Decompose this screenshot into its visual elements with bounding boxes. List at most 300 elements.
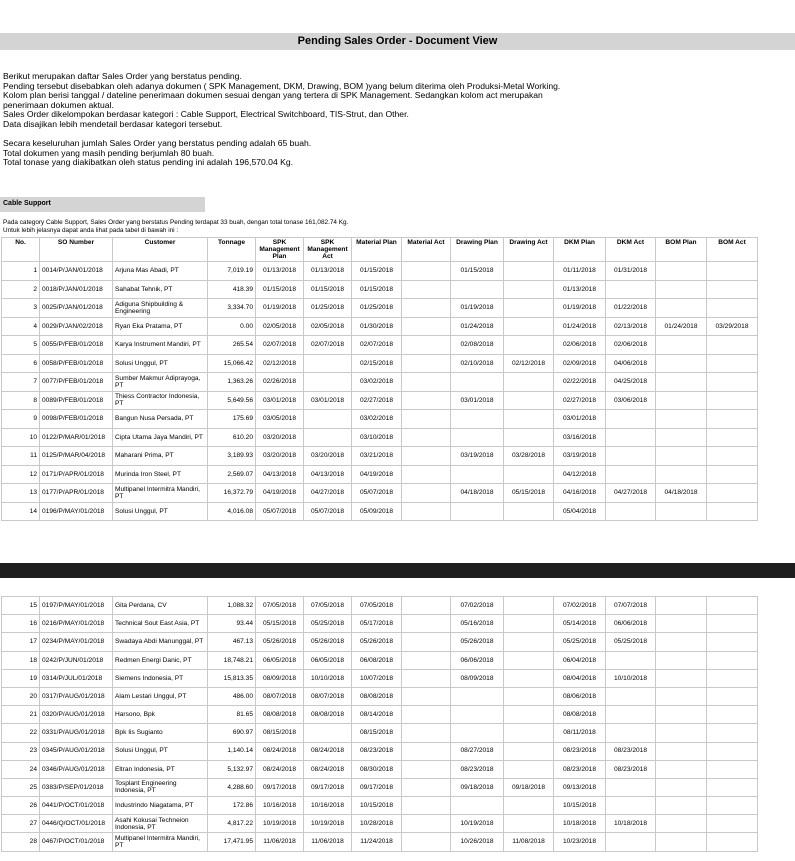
cell-drawing-plan: 02/08/2018 bbox=[451, 336, 504, 355]
intro-line: Berikut merupakan daftar Sales Order yang berstatus pending. bbox=[3, 71, 242, 81]
cell-drawing-act bbox=[504, 391, 554, 410]
cell-material-plan: 05/09/2018 bbox=[352, 502, 402, 521]
page-break-band bbox=[0, 563, 795, 578]
cell-dkm-plan: 01/11/2018 bbox=[554, 262, 606, 281]
cell-spk-act: 02/05/2018 bbox=[304, 317, 352, 336]
cell-bom-plan bbox=[656, 778, 707, 796]
cell-material-act bbox=[402, 484, 451, 503]
cell-bom-act bbox=[707, 651, 758, 669]
column-header: Material Act bbox=[402, 238, 451, 262]
cell-customer: Adiguna Shipbuilding & Engineering bbox=[113, 299, 208, 318]
cell-bom-plan bbox=[656, 760, 707, 778]
cell-spk-act: 08/24/2018 bbox=[304, 760, 352, 778]
cell-dkm-act bbox=[606, 280, 656, 299]
column-header: Tonnage bbox=[208, 238, 256, 262]
cell-bom-act bbox=[707, 447, 758, 466]
cell-tonnage: 7,019.19 bbox=[208, 262, 256, 281]
cell-bom-plan: 01/24/2018 bbox=[656, 317, 707, 336]
cell-row-no: 9 bbox=[2, 410, 40, 429]
cell-dkm-plan: 07/02/2018 bbox=[554, 597, 606, 615]
table-row bbox=[2, 299, 758, 318]
cell-material-act bbox=[402, 354, 451, 373]
cell-bom-act bbox=[707, 669, 758, 687]
cell-spk-plan: 01/15/2018 bbox=[256, 280, 304, 299]
cell-so-number: 0055/P/FEB/01/2018 bbox=[40, 336, 113, 355]
cell-drawing-plan bbox=[451, 724, 504, 742]
cell-customer: Arjuna Mas Abadi, PT bbox=[113, 262, 208, 281]
cell-spk-act: 03/01/2018 bbox=[304, 391, 352, 410]
cell-row-no: 3 bbox=[2, 299, 40, 318]
cell-dkm-act: 03/06/2018 bbox=[606, 391, 656, 410]
cell-drawing-act bbox=[504, 760, 554, 778]
cell-spk-plan: 01/19/2018 bbox=[256, 299, 304, 318]
cell-material-plan: 03/21/2018 bbox=[352, 447, 402, 466]
cell-tonnage: 4,288.60 bbox=[208, 778, 256, 796]
cell-material-plan: 08/14/2018 bbox=[352, 706, 402, 724]
cell-tonnage: 265.54 bbox=[208, 336, 256, 355]
cell-so-number: 0441/P/OCT/01/2018 bbox=[40, 797, 113, 815]
cell-bom-act bbox=[707, 706, 758, 724]
cell-row-no: 14 bbox=[2, 502, 40, 521]
cell-spk-act: 01/15/2018 bbox=[304, 280, 352, 299]
cell-spk-act bbox=[304, 428, 352, 447]
column-header: No. bbox=[2, 238, 40, 262]
cell-tonnage: 175.69 bbox=[208, 410, 256, 429]
cell-material-plan: 05/17/2018 bbox=[352, 615, 402, 633]
cell-drawing-plan: 07/02/2018 bbox=[451, 597, 504, 615]
column-header: Drawing Act bbox=[504, 238, 554, 262]
cell-spk-act bbox=[304, 410, 352, 429]
cell-drawing-plan: 01/24/2018 bbox=[451, 317, 504, 336]
cell-drawing-plan: 06/06/2018 bbox=[451, 651, 504, 669]
cell-drawing-plan bbox=[451, 428, 504, 447]
cell-customer: Solusi Unggul, PT bbox=[113, 742, 208, 760]
cell-dkm-act bbox=[606, 502, 656, 521]
cell-bom-plan bbox=[656, 336, 707, 355]
cell-spk-plan: 04/13/2018 bbox=[256, 465, 304, 484]
cell-drawing-plan: 08/09/2018 bbox=[451, 669, 504, 687]
table-row bbox=[2, 597, 758, 615]
cell-dkm-act bbox=[606, 687, 656, 705]
cell-drawing-act bbox=[504, 317, 554, 336]
cell-customer: Alam Lestari Unggul, PT bbox=[113, 687, 208, 705]
cell-row-no: 7 bbox=[2, 373, 40, 392]
cell-spk-act: 02/07/2018 bbox=[304, 336, 352, 355]
cell-material-plan: 08/23/2018 bbox=[352, 742, 402, 760]
cell-customer: Karya Instrument Mandiri, PT bbox=[113, 336, 208, 355]
table-row bbox=[2, 465, 758, 484]
table-row bbox=[2, 447, 758, 466]
cell-material-act bbox=[402, 833, 451, 851]
cell-dkm-act: 04/27/2018 bbox=[606, 484, 656, 503]
cell-dkm-act: 07/07/2018 bbox=[606, 597, 656, 615]
cell-drawing-act bbox=[504, 465, 554, 484]
table-row bbox=[2, 615, 758, 633]
cell-customer: Murinda Iron Steel, PT bbox=[113, 465, 208, 484]
cell-dkm-act: 05/25/2018 bbox=[606, 633, 656, 651]
cell-bom-plan bbox=[656, 706, 707, 724]
cell-bom-plan bbox=[656, 687, 707, 705]
cell-drawing-plan bbox=[451, 410, 504, 429]
intro-line: Pending tersebut disebabkan oleh adanya dokumen ( SPK Management, DKM, Drawing, BOM )yang belum diterima oleh Produksi-Metal Working. bbox=[3, 80, 561, 91]
cell-drawing-act: 03/28/2018 bbox=[504, 447, 554, 466]
cell-drawing-act bbox=[504, 742, 554, 760]
summary-line: Total tonase yang diakibatkan oleh status pending ini adalah 196,570.04 Kg. bbox=[3, 157, 294, 167]
cell-material-act bbox=[402, 391, 451, 410]
cell-dkm-plan: 02/09/2018 bbox=[554, 354, 606, 373]
cell-drawing-plan: 10/19/2018 bbox=[451, 815, 504, 833]
cell-drawing-act bbox=[504, 669, 554, 687]
cell-dkm-act bbox=[606, 428, 656, 447]
column-header: DKM Act bbox=[606, 238, 656, 262]
table-row bbox=[2, 724, 758, 742]
cell-bom-plan bbox=[656, 502, 707, 521]
cell-tonnage: 486.00 bbox=[208, 687, 256, 705]
cell-so-number: 0077/P/FEB/01/2018 bbox=[40, 373, 113, 392]
cell-dkm-act bbox=[606, 778, 656, 796]
summary-line: Total dokumen yang masih pending berjumlah 80 buah. bbox=[3, 147, 215, 158]
cell-row-no: 15 bbox=[2, 597, 40, 615]
cell-customer: Sumber Makmur Adiprayoga, PT bbox=[113, 373, 208, 392]
cell-so-number: 0346/P/AUG/01/2018 bbox=[40, 760, 113, 778]
cell-row-no: 2 bbox=[2, 280, 40, 299]
table-row bbox=[2, 336, 758, 355]
table-row bbox=[2, 502, 758, 521]
cell-drawing-plan bbox=[451, 465, 504, 484]
cell-material-plan: 01/30/2018 bbox=[352, 317, 402, 336]
cell-so-number: 0058/P/FEB/01/2018 bbox=[40, 354, 113, 373]
cell-spk-act: 10/10/2018 bbox=[304, 669, 352, 687]
table-row bbox=[2, 317, 758, 336]
section-desc-line: Pada category Cable Support, Sales Order yang berstatus Pending terdapat 33 buah, dengan total tonase 161,082.74 Kg. bbox=[3, 219, 349, 226]
cell-customer: Solusi Unggul, PT bbox=[113, 502, 208, 521]
cell-drawing-plan: 03/01/2018 bbox=[451, 391, 504, 410]
cell-drawing-plan bbox=[451, 687, 504, 705]
cell-tonnage: 17,471.95 bbox=[208, 833, 256, 851]
cell-material-plan: 08/30/2018 bbox=[352, 760, 402, 778]
cell-drawing-act bbox=[504, 706, 554, 724]
cell-tonnage: 1,088.32 bbox=[208, 597, 256, 615]
column-header: Drawing Plan bbox=[451, 238, 504, 262]
table-row bbox=[2, 815, 758, 833]
column-header: SO Number bbox=[40, 238, 113, 262]
cell-tonnage: 0.00 bbox=[208, 317, 256, 336]
table-row bbox=[2, 373, 758, 392]
cell-drawing-plan: 01/15/2018 bbox=[451, 262, 504, 281]
cell-spk-plan: 05/07/2018 bbox=[256, 502, 304, 521]
cell-drawing-act: 02/12/2018 bbox=[504, 354, 554, 373]
cell-customer: Eltran Indonesia, PT bbox=[113, 760, 208, 778]
cell-tonnage: 5,132.97 bbox=[208, 760, 256, 778]
cell-dkm-plan: 09/13/2018 bbox=[554, 778, 606, 796]
cell-spk-plan: 05/15/2018 bbox=[256, 615, 304, 633]
cell-material-act bbox=[402, 280, 451, 299]
cell-drawing-plan bbox=[451, 797, 504, 815]
cell-drawing-plan: 09/18/2018 bbox=[451, 778, 504, 796]
cell-customer: Siemens Indonesia, PT bbox=[113, 669, 208, 687]
cell-so-number: 0196/P/MAY/01/2018 bbox=[40, 502, 113, 521]
cell-bom-act bbox=[707, 742, 758, 760]
cell-bom-act bbox=[707, 373, 758, 392]
cell-row-no: 17 bbox=[2, 633, 40, 651]
cell-customer: Bpk Iis Sugianto bbox=[113, 724, 208, 742]
cell-material-act bbox=[402, 760, 451, 778]
cell-row-no: 10 bbox=[2, 428, 40, 447]
cell-material-plan: 07/05/2018 bbox=[352, 597, 402, 615]
cell-bom-act bbox=[707, 428, 758, 447]
cell-tonnage: 93.44 bbox=[208, 615, 256, 633]
cell-material-plan: 05/07/2018 bbox=[352, 484, 402, 503]
section-title: Cable Support bbox=[0, 197, 205, 212]
cell-bom-plan bbox=[656, 428, 707, 447]
cell-bom-act bbox=[707, 484, 758, 503]
cell-spk-plan: 08/15/2018 bbox=[256, 724, 304, 742]
cell-drawing-plan: 01/19/2018 bbox=[451, 299, 504, 318]
column-header: SPK Management Plan bbox=[256, 238, 304, 262]
cell-dkm-act: 06/06/2018 bbox=[606, 615, 656, 633]
cell-dkm-act: 10/18/2018 bbox=[606, 815, 656, 833]
cell-bom-plan bbox=[656, 651, 707, 669]
cell-spk-plan: 08/24/2018 bbox=[256, 760, 304, 778]
cell-bom-plan bbox=[656, 615, 707, 633]
cell-customer: Gita Perdana, CV bbox=[113, 597, 208, 615]
cell-spk-plan: 02/07/2018 bbox=[256, 336, 304, 355]
cell-dkm-act: 10/10/2018 bbox=[606, 669, 656, 687]
cell-spk-act: 07/05/2018 bbox=[304, 597, 352, 615]
table-row bbox=[2, 833, 758, 851]
cell-spk-plan: 11/06/2018 bbox=[256, 833, 304, 851]
cell-customer: Multipanel Intermitra Mandiri, PT bbox=[113, 833, 208, 851]
cell-material-plan: 03/02/2018 bbox=[352, 410, 402, 429]
summary-line: Secara keseluruhan jumlah Sales Order yang berstatus pending adalah 65 buah. bbox=[3, 138, 312, 148]
cell-bom-act bbox=[707, 797, 758, 815]
cell-row-no: 4 bbox=[2, 317, 40, 336]
cell-drawing-plan: 05/16/2018 bbox=[451, 615, 504, 633]
cell-so-number: 0018/P/JAN/01/2018 bbox=[40, 280, 113, 299]
cell-drawing-act bbox=[504, 280, 554, 299]
cell-material-plan: 11/24/2018 bbox=[352, 833, 402, 851]
cell-bom-plan bbox=[656, 262, 707, 281]
cell-drawing-act bbox=[504, 299, 554, 318]
page-title: Pending Sales Order - Document View bbox=[0, 33, 795, 50]
sales-order-table-continued bbox=[1, 596, 758, 852]
cell-row-no: 19 bbox=[2, 669, 40, 687]
cell-so-number: 0197/P/MAY/01/2018 bbox=[40, 597, 113, 615]
cell-dkm-plan: 04/12/2018 bbox=[554, 465, 606, 484]
cell-material-act bbox=[402, 410, 451, 429]
cell-bom-act bbox=[707, 833, 758, 851]
cell-material-act bbox=[402, 336, 451, 355]
cell-material-act bbox=[402, 724, 451, 742]
cell-bom-act bbox=[707, 502, 758, 521]
cell-customer: Ryan Eka Pratama, PT bbox=[113, 317, 208, 336]
cell-so-number: 0089/P/FEB/01/2018 bbox=[40, 391, 113, 410]
cell-spk-act: 08/24/2018 bbox=[304, 742, 352, 760]
cell-drawing-act bbox=[504, 502, 554, 521]
cell-material-act bbox=[402, 706, 451, 724]
cell-drawing-act bbox=[504, 428, 554, 447]
cell-row-no: 27 bbox=[2, 815, 40, 833]
cell-drawing-act bbox=[504, 651, 554, 669]
cell-dkm-plan: 04/16/2018 bbox=[554, 484, 606, 503]
cell-drawing-plan: 10/26/2018 bbox=[451, 833, 504, 851]
cell-material-plan: 10/15/2018 bbox=[352, 797, 402, 815]
cell-row-no: 21 bbox=[2, 706, 40, 724]
cell-spk-plan: 02/26/2018 bbox=[256, 373, 304, 392]
cell-spk-act: 11/06/2018 bbox=[304, 833, 352, 851]
cell-material-act bbox=[402, 815, 451, 833]
cell-material-act bbox=[402, 797, 451, 815]
cell-so-number: 0177/P/APR/01/2018 bbox=[40, 484, 113, 503]
cell-customer: Harsono, Bpk bbox=[113, 706, 208, 724]
cell-material-act bbox=[402, 615, 451, 633]
cell-drawing-plan: 05/26/2018 bbox=[451, 633, 504, 651]
cell-drawing-act bbox=[504, 262, 554, 281]
cell-spk-plan: 05/26/2018 bbox=[256, 633, 304, 651]
cell-spk-act: 05/26/2018 bbox=[304, 633, 352, 651]
cell-material-plan: 10/07/2018 bbox=[352, 669, 402, 687]
table-row bbox=[2, 778, 758, 796]
cell-spk-plan: 08/07/2018 bbox=[256, 687, 304, 705]
cell-row-no: 8 bbox=[2, 391, 40, 410]
cell-so-number: 0383/P/SEP/01/2018 bbox=[40, 778, 113, 796]
cell-bom-act bbox=[707, 410, 758, 429]
cell-tonnage: 81.65 bbox=[208, 706, 256, 724]
cell-row-no: 12 bbox=[2, 465, 40, 484]
cell-row-no: 6 bbox=[2, 354, 40, 373]
cell-dkm-plan: 02/22/2018 bbox=[554, 373, 606, 392]
cell-so-number: 0242/P/JUN/01/2018 bbox=[40, 651, 113, 669]
cell-material-plan: 03/10/2018 bbox=[352, 428, 402, 447]
cell-material-plan: 09/17/2018 bbox=[352, 778, 402, 796]
cell-spk-plan: 09/17/2018 bbox=[256, 778, 304, 796]
cell-so-number: 0171/P/APR/01/2018 bbox=[40, 465, 113, 484]
table-row bbox=[2, 669, 758, 687]
cell-drawing-act bbox=[504, 687, 554, 705]
cell-dkm-plan: 06/04/2018 bbox=[554, 651, 606, 669]
cell-customer: Solusi Unggul, PT bbox=[113, 354, 208, 373]
cell-material-act bbox=[402, 428, 451, 447]
cell-drawing-plan bbox=[451, 373, 504, 392]
cell-dkm-plan: 08/08/2018 bbox=[554, 706, 606, 724]
table-row bbox=[2, 760, 758, 778]
cell-spk-act: 05/07/2018 bbox=[304, 502, 352, 521]
cell-bom-plan bbox=[656, 447, 707, 466]
cell-bom-plan bbox=[656, 465, 707, 484]
cell-dkm-plan: 03/16/2018 bbox=[554, 428, 606, 447]
cell-drawing-plan bbox=[451, 280, 504, 299]
column-header: Customer bbox=[113, 238, 208, 262]
cell-spk-plan: 02/12/2018 bbox=[256, 354, 304, 373]
cell-material-act bbox=[402, 502, 451, 521]
cell-drawing-act bbox=[504, 724, 554, 742]
cell-dkm-act: 02/06/2018 bbox=[606, 336, 656, 355]
cell-customer: Multipanel Intermitra Mandiri, PT bbox=[113, 484, 208, 503]
cell-bom-act bbox=[707, 280, 758, 299]
cell-tonnage: 15,813.35 bbox=[208, 669, 256, 687]
table-row bbox=[2, 484, 758, 503]
cell-material-plan: 01/15/2018 bbox=[352, 262, 402, 281]
cell-tonnage: 172.86 bbox=[208, 797, 256, 815]
cell-customer: Maharani Prima, PT bbox=[113, 447, 208, 466]
cell-dkm-plan: 05/04/2018 bbox=[554, 502, 606, 521]
cell-material-plan: 02/07/2018 bbox=[352, 336, 402, 355]
cell-dkm-plan: 05/14/2018 bbox=[554, 615, 606, 633]
cell-dkm-act: 01/31/2018 bbox=[606, 262, 656, 281]
cell-material-plan: 08/15/2018 bbox=[352, 724, 402, 742]
table-row bbox=[2, 262, 758, 281]
cell-dkm-act bbox=[606, 410, 656, 429]
cell-spk-act: 09/17/2018 bbox=[304, 778, 352, 796]
cell-bom-plan bbox=[656, 724, 707, 742]
cell-bom-act bbox=[707, 262, 758, 281]
cell-material-act bbox=[402, 742, 451, 760]
cell-customer: Redmen Energi Danic, PT bbox=[113, 651, 208, 669]
cell-dkm-plan: 08/11/2018 bbox=[554, 724, 606, 742]
cell-spk-plan: 08/08/2018 bbox=[256, 706, 304, 724]
cell-dkm-act: 04/06/2018 bbox=[606, 354, 656, 373]
cell-dkm-act bbox=[606, 651, 656, 669]
cell-spk-plan: 03/05/2018 bbox=[256, 410, 304, 429]
column-header: BOM Act bbox=[707, 238, 758, 262]
intro-line: Data disajikan lebih mendetail berdasar kategori tersebut. bbox=[3, 118, 223, 129]
cell-bom-act bbox=[707, 615, 758, 633]
cell-spk-act: 06/05/2018 bbox=[304, 651, 352, 669]
cell-drawing-plan: 04/18/2018 bbox=[451, 484, 504, 503]
cell-customer: Cipta Utama Jaya Mandiri, PT bbox=[113, 428, 208, 447]
cell-tonnage: 5,649.56 bbox=[208, 391, 256, 410]
cell-row-no: 11 bbox=[2, 447, 40, 466]
cell-row-no: 22 bbox=[2, 724, 40, 742]
cell-bom-plan bbox=[656, 410, 707, 429]
cell-bom-act bbox=[707, 815, 758, 833]
cell-bom-act bbox=[707, 687, 758, 705]
cell-material-act bbox=[402, 373, 451, 392]
cell-row-no: 25 bbox=[2, 778, 40, 796]
cell-spk-act: 01/13/2018 bbox=[304, 262, 352, 281]
cell-material-plan: 03/02/2018 bbox=[352, 373, 402, 392]
cell-material-act bbox=[402, 262, 451, 281]
cell-dkm-plan: 10/18/2018 bbox=[554, 815, 606, 833]
cell-drawing-plan: 08/23/2018 bbox=[451, 760, 504, 778]
cell-spk-act: 03/20/2018 bbox=[304, 447, 352, 466]
cell-dkm-plan: 01/24/2018 bbox=[554, 317, 606, 336]
cell-bom-plan bbox=[656, 633, 707, 651]
cell-tonnage: 467.13 bbox=[208, 633, 256, 651]
cell-drawing-act bbox=[504, 615, 554, 633]
cell-customer: Bangun Nusa Persada, PT bbox=[113, 410, 208, 429]
cell-dkm-plan: 10/15/2018 bbox=[554, 797, 606, 815]
cell-so-number: 0029/P/JAN/02/2018 bbox=[40, 317, 113, 336]
cell-spk-plan: 03/20/2018 bbox=[256, 447, 304, 466]
cell-so-number: 0320/P/AUG/01/2018 bbox=[40, 706, 113, 724]
cell-row-no: 18 bbox=[2, 651, 40, 669]
cell-spk-plan: 08/24/2018 bbox=[256, 742, 304, 760]
cell-tonnage: 3,189.93 bbox=[208, 447, 256, 466]
cell-tonnage: 2,569.07 bbox=[208, 465, 256, 484]
cell-material-act bbox=[402, 633, 451, 651]
cell-dkm-plan: 10/23/2018 bbox=[554, 833, 606, 851]
cell-material-act bbox=[402, 597, 451, 615]
table-row bbox=[2, 797, 758, 815]
cell-bom-act bbox=[707, 391, 758, 410]
cell-dkm-act bbox=[606, 706, 656, 724]
cell-customer: Industrindo Niagatama, PT bbox=[113, 797, 208, 815]
cell-drawing-plan bbox=[451, 502, 504, 521]
cell-dkm-act bbox=[606, 447, 656, 466]
cell-bom-plan bbox=[656, 815, 707, 833]
cell-customer: Sahabat Tehnik, PT bbox=[113, 280, 208, 299]
